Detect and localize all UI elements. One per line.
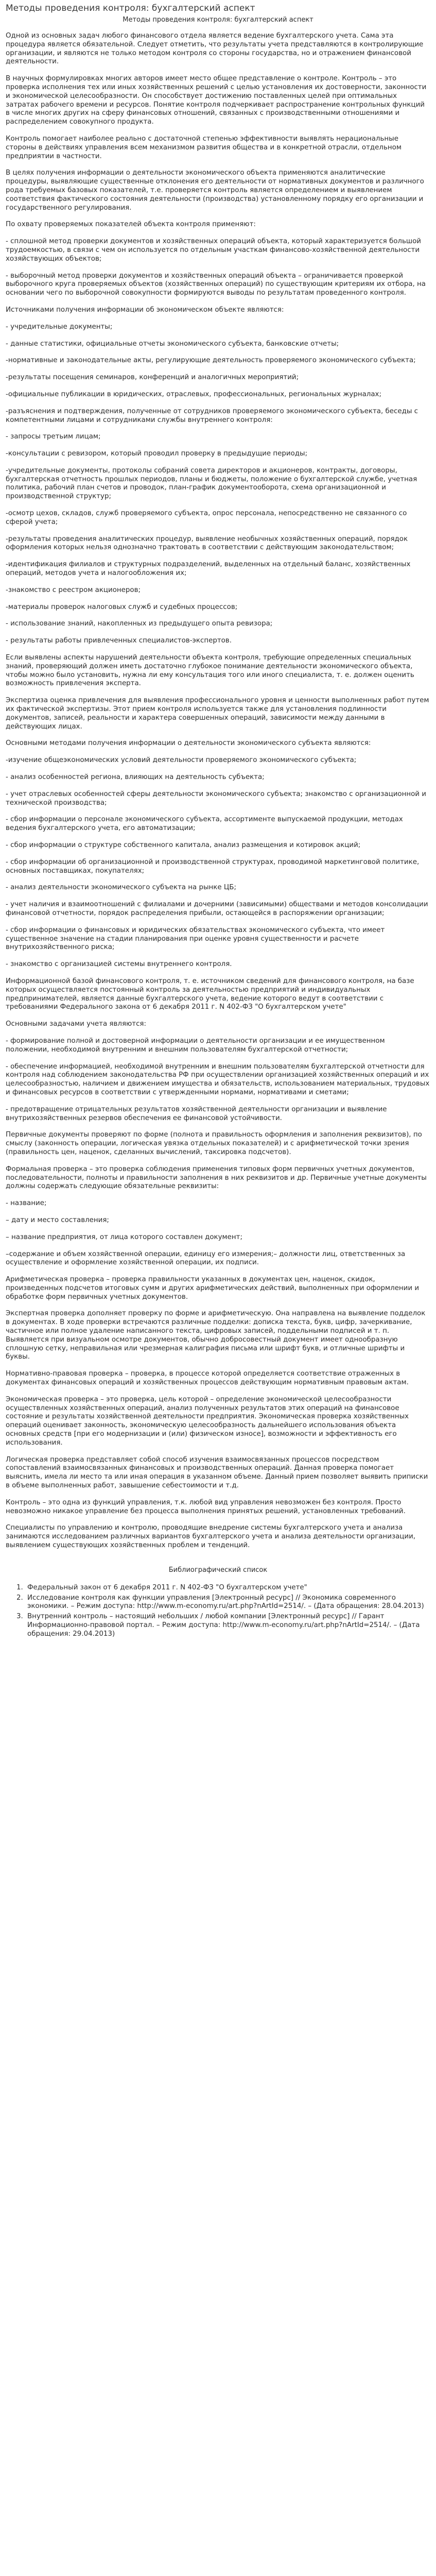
paragraph: -результаты проведения аналитических процедур, выявление необычных хозяйственных операций, порядок оформления которых нельзя однозначно трактовать в соответствии с действующим законодательством; [6, 535, 408, 552]
bibliography-item: 3. Внутренний контроль – настоящий небольших / любой компании [Электронный ресурс] // Гарант Информационно-правовой портал. – Режим доступа: http://www.m-economy.ru/art.php?nArtId=2514/. – (Дата обращения: 29.04.2013) [25, 1613, 430, 1638]
paragraph: – дату и место составления; [6, 1216, 109, 1224]
paragraph: - сбор информации о персонале экономического субъекта, ассортименте выпускаемой продукции, методах ведения бухгалтерского учета, его автоматизации; [6, 816, 403, 833]
paragraph: - учет отраслевых особенностей сферы деятельности экономического субъекта; знакомство с организационной и технической производства; [6, 790, 426, 807]
paragraph: Экономическая проверка – это проверка, цель которой – определение экономической целесообразности осуществленных хозяйственных операций, анализ полученных результатов этих операций на финансовое состояние и результаты хозяйственной деятельности предприятия. Экономическая проверка хозяйственных операций оценивает законность, экономическую целесообразность дальнейшего использования объекта основных средств [при его модернизации и (или) физическом износе], возможности и эффективность его использования. [6, 1395, 409, 1447]
paragraph: - запросы третьим лицам; [6, 433, 101, 441]
paragraph: - результаты работы привлеченных специалистов-экспертов. [6, 637, 232, 645]
paragraph: Логическая проверка представляет собой способ изучения взаимосвязанных процессов посредством сопоставлений взаимосвязанных финансовых и производственных операций. Данная проверка помогает выяснить, имела ли место та или иная операция в указанном объеме. Данный прием позволяет выявить приписки в объеме выполненных работ, завышение себестоимости и т.д. [6, 1455, 428, 1490]
paragraph: Экспертная проверка дополняет проверку по форме и арифметическую. Она направлена на выявление подделок в документах. В ходе проверки встречаются различные подделки: дописка текста, букв, цифр, зачеркивание, частичное или полное удаление написанного текста, цифровых записей, поддельными подписей и т. п. Выявляется при визуальном осмотре документов, обычно добросовестный документ имеет однообразную сплошную сетку, неправильная или чрезмерная калиграфия письма или шрифт букв, и отличные шрифты и буквы. [6, 1310, 426, 1361]
paragraph: - сбор информации об организационной и производственной структурах, проводимой маркетинговой политике, основных поставщиках, покупателях; [6, 858, 420, 875]
paragraph: Специалисты по управлению и контролю, проводящие внедрение системы бухгалтерского учета и анализа занимаются исследованием различных вариантов бухгалтерского учета и анализа деятельности организации, выявлением существующих хозяйственных проблем и тенденций. [6, 1524, 416, 1550]
paragraph: - знакомство с организацией системы внутреннего контроля. [6, 960, 232, 969]
paragraph: Контроль – это одна из функций управления, т.к. любой вид управления невозможен без контроля. Просто невозможно никакое управление без процесса выполнения принятых решений, установленных требований. [6, 1498, 406, 1515]
paragraph: - обеспечение информацией, необходимой внутренним и внешним пользователям бухгалтерской отчетности для контроля над соблюдением законодательства РФ при осуществлении организацией хозяйственных операций и их целесообразностью, наличием и движением имущества и обязательств, использованием материальных, трудовых и финансовых ресурсов в соответствии с утвержденными нормами, нормативами и сметами; [6, 1062, 430, 1096]
paragraph: -изучение общеэкономических условий деятельности проверяемого экономического субъекта; [6, 756, 357, 765]
paragraph: -знакомство с реестром акционеров; [6, 586, 141, 594]
paragraph: - сплошной метод проверки документов и хозяйственных операций объекта, который характеризуется большой трудоемкостью, в связи с чем он используется по отдельным участкам финансово-хозяйственной деятельности хозяйствующих объектов; [6, 238, 422, 263]
bibliography-item: 2. Исследование контроля как функции управления [Электронный ресурс] // Экономика современного экономики. – Режим доступа: http://www.m-economy.ru/art.php?nArtId=2514/. – (Дата обращения: 28.04.2013) [25, 1594, 430, 1612]
paragraph: - сбор информации о структуре собственного капитала, анализ размещения и котировок акций; [6, 841, 361, 849]
paragraph: -разъяснения и подтверждения, полученные от сотрудников проверяемого экономического субъекта, беседы с компетентными лицами и сотрудниками службы внутреннего контроля: [6, 407, 418, 424]
paragraph: Нормативно-правовая проверка – проверка, в процессе которой определяется соответствие отраженных в документах финансовых операций и хозяйственных процессов действующим нормативным правовым актам. [6, 1370, 409, 1387]
paragraph: -идентификация филиалов и структурных подразделений, выделенных на отдельный баланс, хозяйственных операций, методов учета и налогообложения их; [6, 561, 411, 578]
paragraph: Одной из основных задач любого финансового отдела является ведение бухгалтерского учета. Сама эта процедура является обязательной. Следует отметить, что результаты учета представляются в контролирующие организации, и являются не только методом контроля со стороны государства, но и отражением финансовой деятельности. [6, 32, 424, 66]
bibliography-list [6, 1584, 430, 1639]
paragraph: Информационной базой финансового контроля, т. е. источником сведений для финансового контроля, на базе которых осуществляется постоянный контроль за деятельностью предприятий и индивидуальных предпринимателей, является данные бухгалтерского учета, ведение которого ведут в соответствии с требованиями Федерального закона от 6 декабря 2011 г. N 402-ФЗ "О бухгалтерском учете" [6, 977, 414, 1011]
paragraph: Если выявлены аспекты нарушений деятельности объекта контроля, требующие определенных специальных знаний, проверяющий должен иметь достаточно глубокое понимание деятельности экономического объекта, чтобы можно было установить, нужна ли ему консультация того или иного специалиста, т. е. должен оценить возможность привлечения эксперта. [6, 654, 414, 688]
paragraph: –содержание и объем хозяйственной операции, единицу его измерения;– должности лиц, ответственных за осуществление и оформление хозяйственной операции, их подписи. [6, 1250, 406, 1267]
document-body [6, 32, 430, 1550]
paragraph: Первичные документы проверяют по форме (полнота и правильность оформления и заполнения реквизитов), по смыслу (законность операции, логическая увязка отдельных показателей) и с арифметической точки зрения (правильность цен, наценок, сделанных вычислений, таксировка подсчетов). [6, 1131, 422, 1156]
paragraph: - название; [6, 1199, 47, 1208]
paragraph: - использование знаний, накопленных из предыдущего опыта ревизора; [6, 620, 273, 628]
paragraph: -осмотр цехов, складов, служб проверяемого субъекта, опрос персонала, непосредственно не связанного со сферой учета; [6, 510, 407, 526]
paragraph: - анализ деятельности экономического субъекта на рынке ЦБ; [6, 884, 236, 892]
page-title: Методы проведения контроля: бухгалтерский аспект [6, 3, 255, 13]
paragraph: Источниками получения информации об экономическом объекте являются: [6, 306, 284, 314]
paragraph: - анализ особенностей региона, влияющих на деятельность субъекта; [6, 773, 265, 782]
paragraph: - сбор информации о финансовых и юридических обязательствах экономического субъекта, что имеет существенное значение на стадии планирования при оценке уровня существенности и расчете внутрихозяйственного риска; [6, 926, 385, 952]
paragraph: - учредительные документы; [6, 323, 113, 331]
paragraph: По охвату проверяемых показателей объекта контроля применяют: [6, 221, 256, 229]
paragraph: - формирование полной и достоверной информации о деятельности организации и ее имущественном положении, необходимой внутренним и внешним пользователям бухгалтерской отчетности; [6, 1037, 385, 1054]
paragraph: -консультации с ревизором, который проводил проверку в предыдущие периоды; [6, 450, 308, 458]
paragraph: -материалы проверок налоговых служб и судебных процессов; [6, 603, 238, 611]
paragraph: -официальные публикации в юридических, отраслевых, профессиональных, региональных журналах; [6, 390, 381, 398]
paragraph: - выборочный метод проверки документов и хозяйственных операций объекта – ограничивается проверкой выборочного круга проверяемых объектов (хозяйственных операций) по существующим критериям их отбора, на основании чего по выборочной совокупности формируются выводы по результатам проведенного контроля. [6, 272, 426, 297]
paragraph: -результаты посещения семинаров, конференций и аналогичных мероприятий; [6, 374, 299, 382]
bibliography-item: 1. Федеральный закон от 6 декабря 2011 г. N 402-ФЗ "О бухгалтерском учете" [25, 1584, 430, 1592]
paragraph: Основными задачами учета являются: [6, 1020, 146, 1028]
paragraph: -нормативные и законодательные акты, регулирующие деятельность проверяемого экономического субъекта; [6, 357, 416, 365]
bibliography-heading: Библиографический список [168, 1566, 268, 1574]
paragraph: В целях получения информации о деятельности экономического объекта применяются аналитические процедуры, выявляющие существенные отклонения его деятельности от нормативных документов и различного рода требуемых базовых показателей, т.е. проверяется контроль является определением и выявлением соответствия фактического состояния деятельности (производства) установленному порядку его организации и государственного регулирования. [6, 169, 424, 212]
paragraph: – название предприятия, от лица которого составлен документ; [6, 1233, 242, 1241]
paragraph: - предотвращение отрицательных результатов хозяйственной деятельности организации и выявление внутрихозяйственных резервов обеспечения ее финансовой устойчивости. [6, 1105, 387, 1122]
paragraph: Арифметическая проверка – проверка правильности указанных в документах цен, наценок, скидок, произведенных подсчетов итоговых сумм и других арифметических действий, выполненных при оформлении и обработке форм первичных учетных документов. [6, 1276, 420, 1301]
document-subtitle: Методы проведения контроля: бухгалтерский аспект [123, 16, 313, 24]
paragraph: - учет наличия и взаимоотношений с филиалами и дочерними (зависимыми) обществами и методов консолидации финансовой отчетности, порядок распределения прибыли, остающейся в распоряжении организации; [6, 901, 428, 917]
paragraph: Экспертиза оценка привлечения для выявления профессионального уровня и ценности выполненных работ путем их фактической экспертизы. Этот прием контроля используется также для установления подлинности документов, записей, реальности и характера совершенных операций, зависимости между данными в действующих лицах. [6, 697, 429, 731]
paragraph: - данные статистики, официальные отчеты экономического субъекта, банковские отчеты; [6, 340, 339, 348]
paragraph: Основными методами получения информации о деятельности экономического субъекта являются: [6, 739, 371, 748]
paragraph: -учредительные документы, протоколы собраний совета директоров и акционеров, контракты, договоры, бухгалтерская отчетность прошлых периодов, планы и бюджеты, положение о бухгалтерской службе, учетная политика, рабочий план счетов и проводок, план-график документооборота, схема организационной и производственной структур; [6, 466, 417, 501]
paragraph: Контроль помогает наиболее реально с достаточной степенью эффективности выявлять нерациональные стороны в действиях управления всем механизмом развития общества и в конкретной отрасли, отдельном предприятии в частности. [6, 134, 402, 160]
paragraph: Формальная проверка – это проверка соблюдения применения типовых форм первичных учетных документов, последовательности, полноты и правильности заполнения в них реквизитов и др. Первичные учетные документы должны содержать следующие обязательные реквизиты: [6, 1165, 427, 1191]
paragraph: В научных формулировках многих авторов имеет место общее представление о контроле. Контроль – это проверка исполнения тех или иных хозяйственных решений с целью установления их достоверности, законности и экономической целесообразности. Он способствует достижению поставленных целей при оптимальных затратах рабочего времени и ресурсов. Понятие контроля подчеркивает распространение контрольных функций в числе многих других на сферу финансовых отношений, связанных с производственными отношениями и распределением совокупного продукта. [6, 75, 427, 126]
